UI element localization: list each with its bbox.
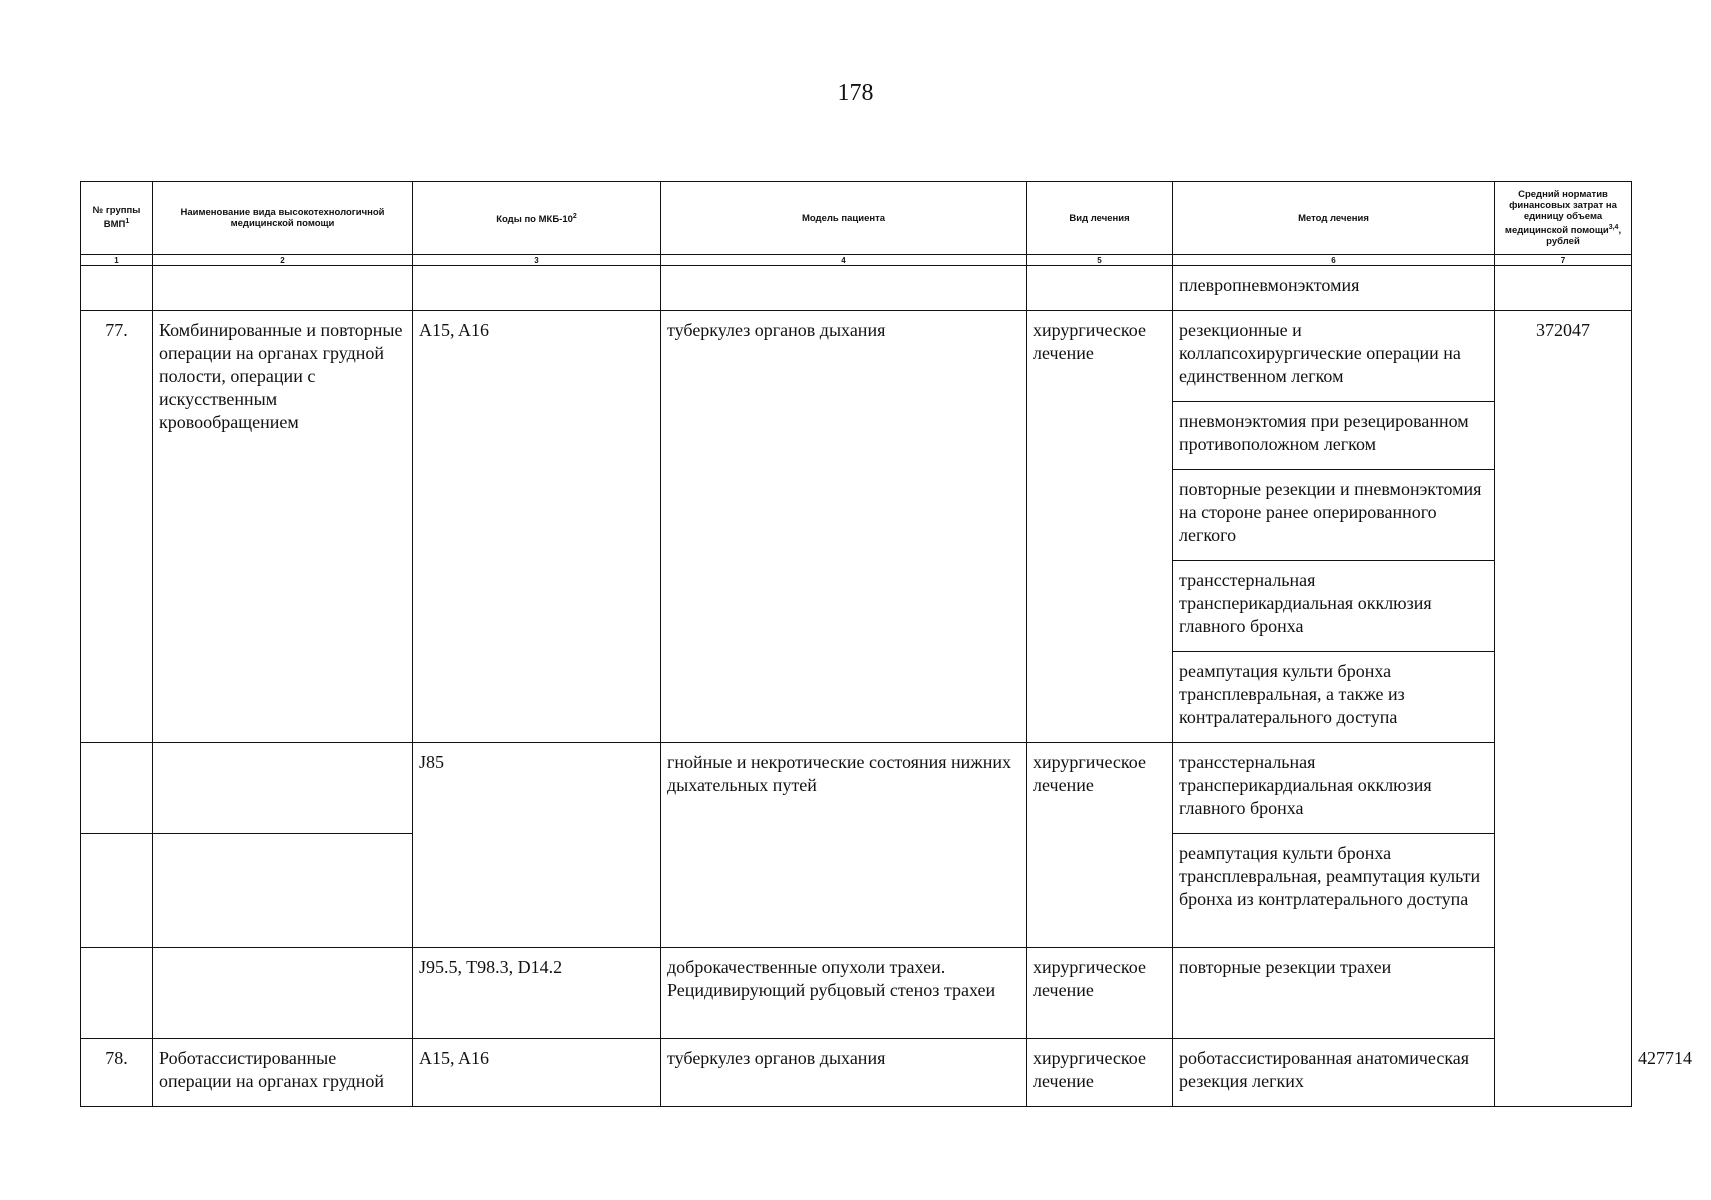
treatment-type: хирургическое лечение	[1027, 1039, 1173, 1107]
patient-model: туберкулез органов дыхания	[661, 311, 1027, 743]
icd-codes: A15, A16	[413, 1039, 661, 1107]
care-type-name: Комбинированные и повторные операции на органах грудной полости, операции с искусственным кровообращением	[153, 311, 413, 743]
header-row	[81, 182, 1632, 255]
table-row	[81, 948, 1632, 1039]
header-average-cost: Средний норматив финансовых затрат на единицу объема медицинской помощи$^{3,4}$, рублей	[1495, 182, 1632, 255]
care-type-name: Роботассистированные операции на органах грудной	[153, 1039, 413, 1107]
page-number: 178	[837, 80, 874, 106]
header-group-number: № группы ВМП$^1$	[81, 182, 153, 255]
header-treatment-type: Вид лечения	[1027, 182, 1173, 255]
icd-codes: A15, A16	[413, 311, 661, 743]
method-cell: повторные резекции трахеи	[1173, 948, 1495, 1039]
column-number: 4	[661, 255, 1027, 266]
method-cell: пневмонэктомия при резецированном противоположном легком	[1173, 402, 1495, 470]
patient-model: туберкулез органов дыхания	[661, 1039, 1027, 1107]
treatment-type: хирургическое лечение	[1027, 948, 1173, 1039]
table-row	[81, 743, 1632, 834]
method-cell: плевропневмонэктомия	[1173, 266, 1495, 311]
column-number: 6	[1173, 255, 1495, 266]
treatment-type: хирургическое лечение	[1027, 311, 1173, 743]
patient-model: гнойные и некротические состояния нижних дыхательных путей	[661, 743, 1027, 948]
header-patient-model: Модель пациента	[661, 182, 1027, 255]
column-number: 3	[413, 255, 661, 266]
header-treatment-method: Метод лечения	[1173, 182, 1495, 255]
method-cell: реампутация культи бронха трансплевральная, а также из контралатерального доступа	[1173, 652, 1495, 743]
column-number-row	[81, 255, 1632, 266]
patient-model: доброкачественные опухоли трахеи. Рецидивирующий рубцовый стеноз трахеи	[661, 948, 1027, 1039]
treatment-type: хирургическое лечение	[1027, 743, 1173, 948]
header-care-type: Наименование вида высокотехнологичной медицинской помощи	[153, 182, 413, 255]
icd-codes: J95.5, T98.3, D14.2	[413, 948, 661, 1039]
group-number: 77.	[81, 311, 153, 743]
column-number: 1	[81, 255, 153, 266]
method-cell: реампутация культи бронха трансплевральная, реампутация культи бронха из контрлатерального доступа	[1173, 834, 1495, 948]
table-row	[81, 311, 1632, 402]
column-number: 7	[1495, 255, 1632, 266]
method-cell: повторные резекции и пневмонэктомия на стороне ранее оперированного легкого	[1173, 470, 1495, 561]
column-number: 5	[1027, 255, 1173, 266]
method-cell: трансстернальная трансперикардиальная окклюзия главного бронха	[1173, 561, 1495, 652]
column-number: 2	[153, 255, 413, 266]
method-cell: роботассистированная анатомическая резекция легких	[1173, 1039, 1495, 1107]
average-cost: 372047	[1495, 311, 1632, 1107]
icd-codes: J85	[413, 743, 661, 948]
header-icd-codes: Коды по МКБ-$10^2$	[413, 182, 661, 255]
table-row: 78. Роботассистированные операции на органах грудной A15, A16 туберкулез органов дыхания хирургическое лечение роботассистированная анатомическая резекция легких 427714	[81, 1039, 1632, 1107]
vmp-table	[80, 181, 1692, 1107]
table-row	[81, 266, 1632, 311]
method-cell: резекционные и коллапсохирургические операции на единственном легком	[1173, 311, 1495, 402]
group-number: 78.	[81, 1039, 153, 1107]
method-cell: трансстернальная трансперикардиальная окклюзия главного бронха	[1173, 743, 1495, 834]
